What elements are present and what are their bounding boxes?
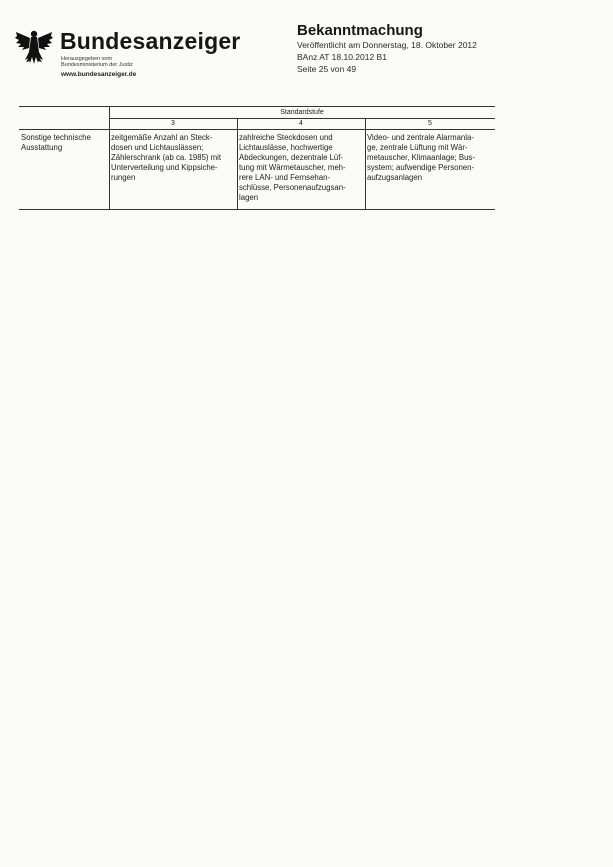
- column-header-5: 5: [428, 120, 432, 127]
- row-label: Sonstige technische Ausstattung: [21, 133, 91, 152]
- group-header: Standardstufe: [280, 109, 324, 116]
- column-header-3: 3: [171, 120, 175, 127]
- website-link[interactable]: www.bundesanzeiger.de: [61, 71, 137, 78]
- table-cell-level-5: Video- und zentrale Alarmanla- ge, zentrale Lüftung mit Wär- metauscher, Klimaanlage; Bus- system; aufwendige Personen- aufzugsanlagen: [367, 133, 475, 182]
- column-header-rule: [19, 129, 495, 130]
- column-header-4: 4: [299, 120, 303, 127]
- publisher-note: [61, 56, 133, 68]
- announcement-title: Bekanntmachung: [297, 22, 423, 39]
- standard-level-table: [19, 106, 495, 210]
- table-cell-level-3: zeitgemäße Anzahl an Steck- dosen und Lichtauslässen; Zählerschrank (ab ca. 1985) mit Unterverteilung und Kippsiche- rungen: [111, 133, 222, 182]
- published-date: Veröffentlicht am Donnerstag, 18. Oktober 2012: [297, 40, 477, 50]
- page-number: Seite 25 von 49: [297, 64, 357, 74]
- brand-title: Bundesanzeiger: [60, 28, 241, 54]
- col-divider-3: [365, 118, 366, 209]
- table-cell-level-4: zahlreiche Steckdosen und Lichtauslässe, hochwertige Abdeckungen, dezentrale Lüf- tung mit Wärmetauscher, meh- rere LAN- und Fernsehan- schlüsse, Personenaufzugsan- lagen: [239, 133, 346, 202]
- table-top-rule: [19, 106, 495, 107]
- publisher-line-2: Bundesministerium der Justiz: [61, 62, 133, 68]
- col-divider-2: [237, 118, 238, 209]
- reference-number: BAnz AT 18.10.2012 B1: [297, 52, 387, 62]
- publisher-line-1: Herausgegeben vom: [61, 56, 113, 62]
- group-header-rule: [109, 118, 495, 119]
- table-bottom-rule: [19, 209, 495, 210]
- federal-eagle-icon: [14, 26, 54, 68]
